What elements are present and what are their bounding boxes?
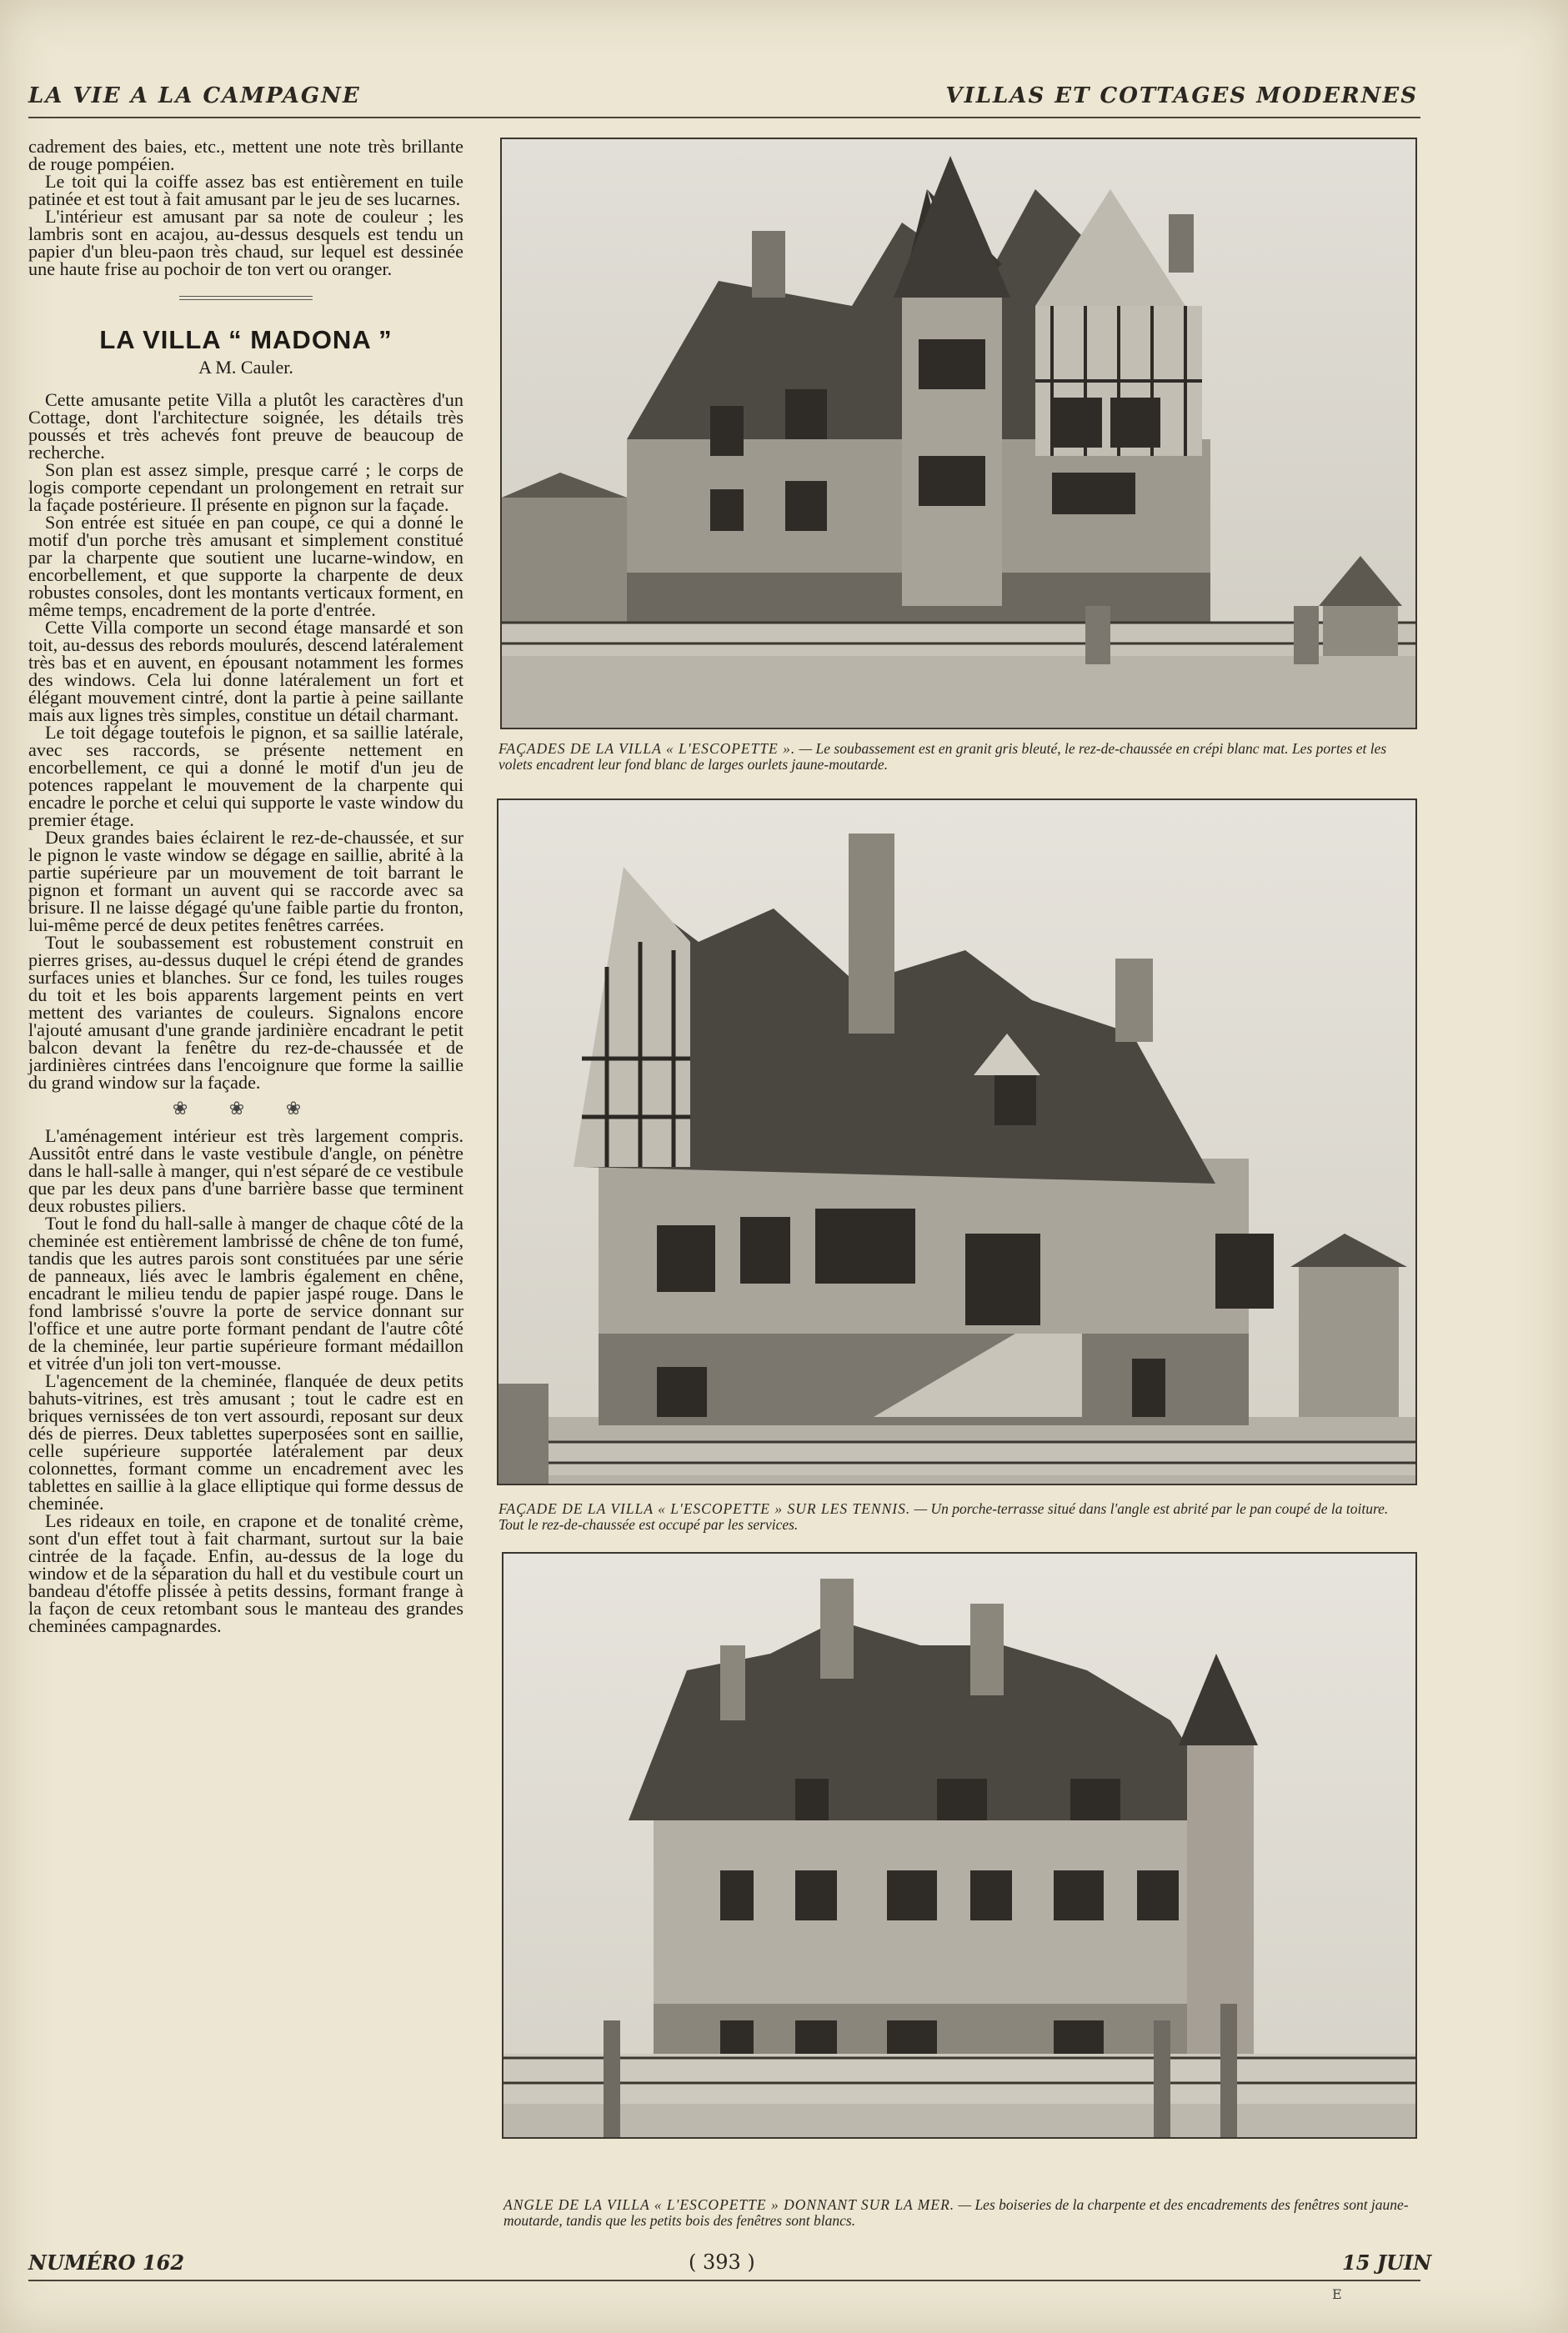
intro-paragraph: L'intérieur est amusant par sa note de couleur ; les lambris sont en acajou, au-dessus desquels est tendu un papier d'un bleu-paon très chaud, sur lequel est dessinée une haute frise au pochoir de ton vert ou oranger. (28, 206, 463, 279)
caption-label: FAÇADE DE LA VILLA « L'ESCOPETTE » SUR LES TENNIS. (498, 1500, 911, 1517)
header-rule (28, 117, 1420, 118)
photo-villa-sea-angle (502, 1552, 1417, 2139)
body-paragraph: Les rideaux en toile, en crapone et de tonalité crème, sont d'un effet tout à fait charmant, surtout sur la baie cintrée de la façade. Enfin, au-dessus de la loge du window et de la séparation du hall et du vestibule court un bandeau d'étoffe plissée à petits dessins, formant frange à la façon de ceux retombant sous le manteau des grandes cheminées campagnardes. (28, 1510, 463, 1636)
body-paragraph: Son entrée est située en pan coupé, ce qui a donné le motif d'un porche très amusant et simplement constitué par la charpente que soutient une lucarne-window, en encorbellement, et que supporte la charpente de deux robustes consoles, dont les montants verticaux forment, en même temps, encadrement de la porte d'entrée. (28, 512, 463, 620)
footer-rule (28, 2280, 1420, 2281)
article-column (28, 138, 463, 1635)
body-paragraph: Tout le soubassement est robustement construit en pierres grises, au-dessus duquel le crépi étend de grandes surfaces unies et blanches. Sur ce fond, les tuiles rouges du toit et les bois apparents largement peints en vert mettent des variantes de couleurs. Signalons encore l'ajouté amusant d'une grande jardinière encadrant le petit balcon devant la fenêtre du rez-de-chaussée et de jardinières cintrées dans l'encoignure que forme la saillie du grand window sur la façade. (28, 932, 463, 1093)
photo-villa-facades (500, 138, 1417, 729)
running-header-left: LA VIE A LA CAMPAGNE (28, 83, 361, 108)
caption-text: — Un porche-terrasse situé dans l'angle est abrité par le pan coupé de la toiture. Tout le rez-de-chaussée est occupé par les services. (498, 1500, 1389, 1533)
body-paragraph: Cette Villa comporte un second étage mansardé et son toit, au-dessus des rebords moulurés, descend latéralement très bas et en auvent, en épousant notamment les formes des windows. Cela lui donne latéralement un fort et élégant mouvement cintré, dont la partie à peine saillante mais aux lignes très simples, constitue un détail charmant. (28, 617, 463, 725)
ornament-divider: ❀ ❀ ❀ (172, 1098, 320, 1119)
running-header-right: VILLAS ET COTTAGES MODERNES (945, 83, 1418, 108)
section-separator (179, 296, 313, 300)
article-title: LA VILLA “ MADONA ” (99, 325, 393, 354)
body-paragraph: L'agencement de la cheminée, flanquée de deux petits bahuts-vitrines, est très amusant ; tout le cadre est en briques vernissées de ton vert assourdi, reposant sur deux dés de pierres. Deux tablettes superposées sont en saillie, celle supérieure supportée latéralement par deux colonnettes, formant comme un encadrement avec les tablettes en saillie à la glace elliptique qui forme dessus de cheminée. (28, 1370, 463, 1514)
page-number: ( 393 ) (689, 2250, 755, 2274)
intro-paragraph: Le toit qui la coiffe assez bas est entièrement en tuile patinée et est tout à fait amusant par le jeu de ses lucarnes. (28, 171, 463, 209)
body-paragraph: Tout le fond du hall-salle à manger de chaque côté de la cheminée est entièrement lambrissé de chêne de ton fumé, tandis que les autres parois sont constituées par une série de panneaux, liés avec le lambris également en chêne, encadrant le milieu tendu de papier jaspé rouge. Dans le fond lambrissé s'ouvre la porte de service donnant sur l'office et une autre porte formant pendant de l'autre côté de la cheminée, leur partie supérieure formant médaillon et vitrée d'un joli ton vert-mousse. (28, 1213, 463, 1374)
photo-villa-tennis-facade (497, 799, 1417, 1485)
photo-caption (498, 1501, 1415, 1533)
issue-number: NUMÉRO 162 (28, 2250, 185, 2275)
body-paragraph: L'aménagement intérieur est très largement compris. Aussitôt entré dans le vaste vestibule d'angle, on pénètre dans le hall-salle à manger, qui n'est séparé de ce vestibule que par les deux pans d'une barrière basse que terminent deux robustes piliers. (28, 1125, 463, 1216)
photo-caption (498, 741, 1415, 773)
printer-mark: E (1332, 2286, 1342, 2302)
caption-label: ANGLE DE LA VILLA « L'ESCOPETTE » DONNANT SUR LA MER. (503, 2196, 955, 2213)
intro-paragraph: cadrement des baies, etc., mettent une note très brillante de rouge pompéien. (28, 136, 463, 174)
caption-text: — Le soubassement est en granit gris bleuté, le rez-de-chaussée en crépi blanc mat. Les portes et les volets encadrent leur fond blanc de larges ourlets jaune-moutarde. (498, 740, 1387, 773)
caption-text: — Les boiseries de la charpente et des encadrements des fenêtres sont jaune-moutarde, tandis que les petits bois des fenêtres sont blancs. (503, 2196, 1409, 2229)
photo-caption (503, 2197, 1415, 2229)
body-paragraph: Deux grandes baies éclairent le rez-de-chaussée, et sur le pignon le vaste window se dégage en saillie, abrité à la partie supérieure par un mouvement de toit barrant le pignon et formant un auvent qui se raccorde avec sa brisure. Il ne laisse dégagé qu'une faible partie du fronton, lui-même percé de deux petites fenêtres carrées. (28, 827, 463, 935)
body-paragraph: Son plan est assez simple, presque carré ; le corps de logis comporte cependant un prolongement en retrait sur la façade postérieure. Il présente en pignon sur la façade. (28, 459, 463, 515)
caption-label: FAÇADES DE LA VILLA « L'ESCOPETTE ». (498, 740, 796, 757)
article-author: A M. Cauler. (198, 357, 293, 378)
issue-date: 15 JUIN (1342, 2250, 1432, 2275)
body-paragraph: Le toit dégage toutefois le pignon, et sa saillie latérale, avec ses raccords, se présente nettement en encorbellement, ce qui a donné le motif d'un jeu de potences rappelant le mouvement de la charpente qui encadre le porche et celui qui supporte le vaste window du premier étage. (28, 722, 463, 830)
body-paragraph: Cette amusante petite Villa a plutôt les caractères d'un Cottage, dont l'architecture soignée, les détails très poussés et très achevés font preuve de beaucoup de recherche. (28, 389, 463, 463)
